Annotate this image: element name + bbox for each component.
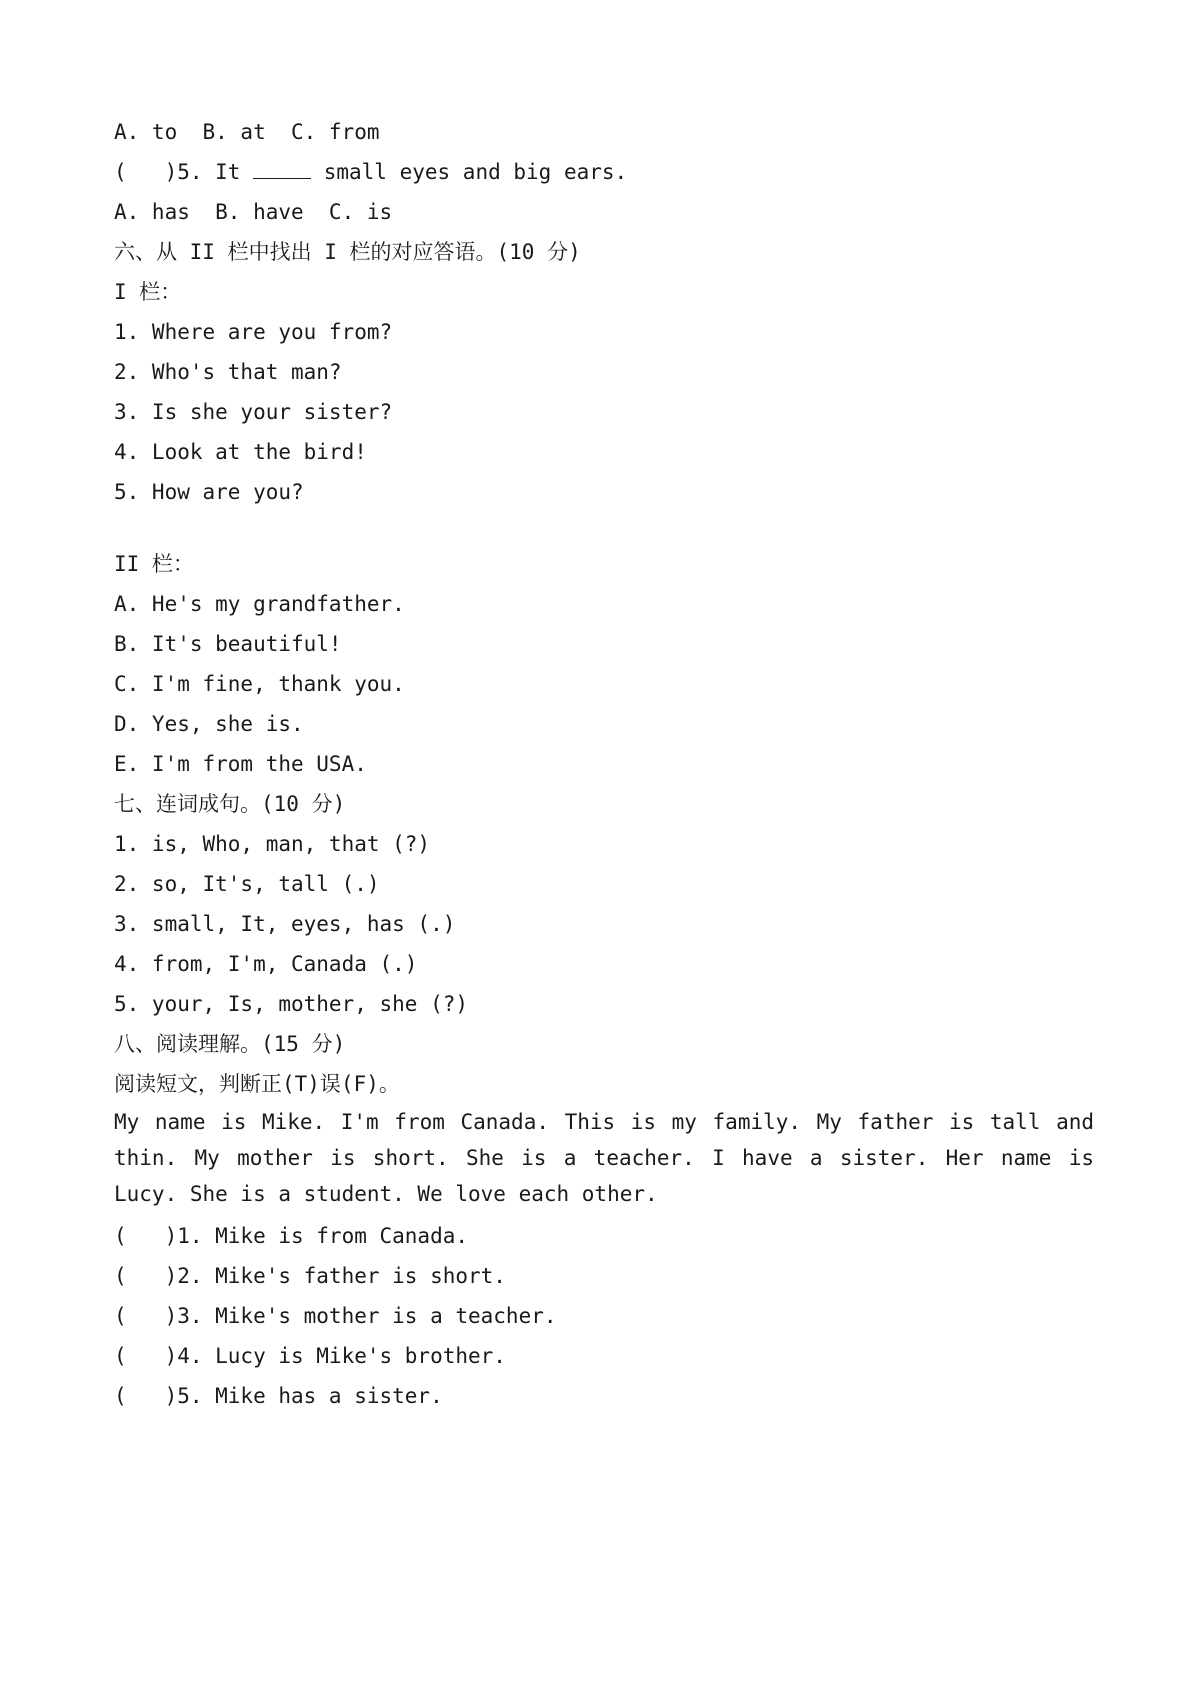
question-4-options: A. to B. at C. from xyxy=(114,120,380,144)
spacer xyxy=(114,512,1094,544)
sentence-item: 2. so, It's, tall (.) xyxy=(114,872,380,896)
true-false-item: ( )3. Mike's mother is a teacher. xyxy=(114,1304,557,1328)
section-8-instruction: 阅读短文，判断正(T)误(F)。 xyxy=(114,1072,400,1096)
section-8-heading: 八、阅读理解。(15 分) xyxy=(114,1032,346,1056)
sentence-item: 4. from, I'm, Canada (.) xyxy=(114,952,418,976)
true-false-item: ( )5. Mike has a sister. xyxy=(114,1384,443,1408)
question-5-suffix: small eyes and big ears. xyxy=(311,160,628,184)
sentence-item: 3. small, It, eyes, has (.) xyxy=(114,912,456,936)
column-1-item: 3. Is she your sister? xyxy=(114,400,393,424)
column-2-item: B. It's beautiful! xyxy=(114,632,342,656)
column-2-item: D. Yes, she is. xyxy=(114,712,304,736)
column-1-item: 4. Look at the bird! xyxy=(114,440,367,464)
true-false-item: ( )1. Mike is from Canada. xyxy=(114,1224,469,1248)
reading-passage: My name is Mike. I'm from Canada. This is my family. My father is tall and thin. My mother is short. She is a teacher. I have a sister. Her name is Lucy. She is a student. We love each other. xyxy=(114,1110,1094,1206)
question-5-prefix: ( )5. It xyxy=(114,160,254,184)
question-5-options: A. has B. have C. is xyxy=(114,200,393,224)
column-2-item: A. He's my grandfather. xyxy=(114,592,405,616)
column-1-item: 2. Who's that man? xyxy=(114,360,342,384)
sentence-item: 5. your, Is, mother, she (?) xyxy=(114,992,469,1016)
column-1-title: I 栏： xyxy=(114,280,182,304)
column-1-item: 1. Where are you from? xyxy=(114,320,393,344)
column-2-item: C. I'm fine, thank you. xyxy=(114,672,405,696)
section-7-heading: 七、连词成句。(10 分) xyxy=(114,792,346,816)
column-2-item: E. I'm from the USA. xyxy=(114,752,367,776)
section-6-heading: 六、从 II 栏中找出 I 栏的对应答语。(10 分) xyxy=(114,240,581,264)
sentence-item: 1. is, Who, man, that (?) xyxy=(114,832,431,856)
true-false-item: ( )2. Mike's father is short. xyxy=(114,1264,506,1288)
answer-blank xyxy=(253,156,311,179)
column-1-item: 5. How are you? xyxy=(114,480,304,504)
true-false-item: ( )4. Lucy is Mike's brother. xyxy=(114,1344,506,1368)
question-5-stem xyxy=(114,152,1094,192)
column-2-title: II 栏： xyxy=(114,552,194,576)
worksheet-page xyxy=(114,112,1094,1416)
